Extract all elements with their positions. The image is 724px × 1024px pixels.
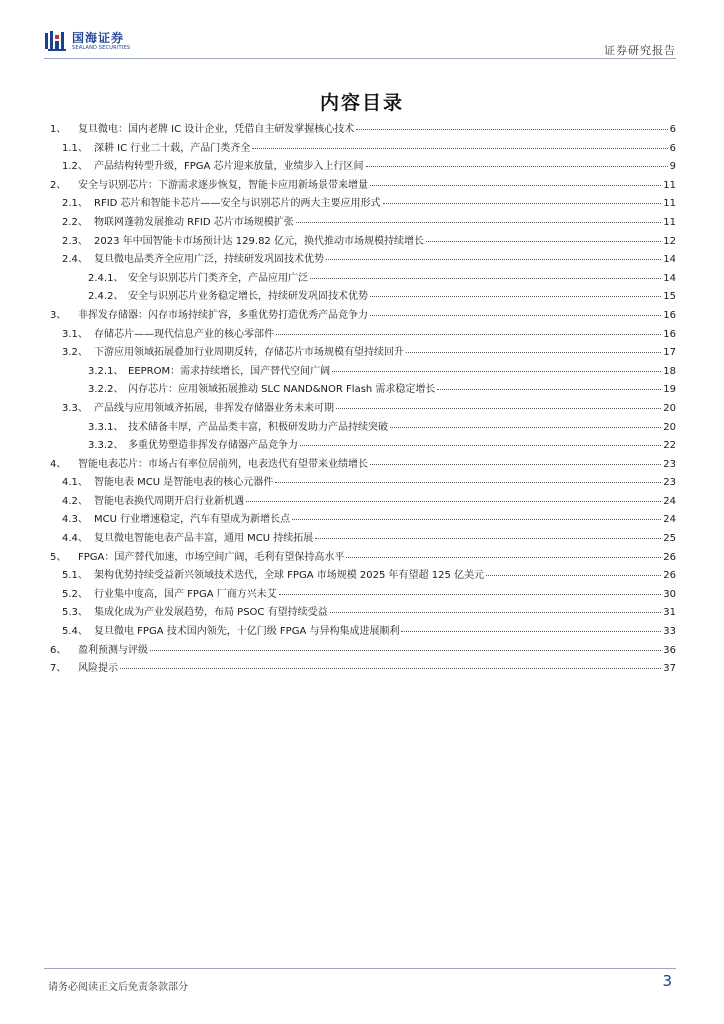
toc-entry-number: 3.2.1、 — [88, 365, 124, 377]
toc-leader-dots — [390, 427, 661, 428]
toc-entry-number: 2.2、 — [62, 216, 88, 228]
toc-entry-number: 1.1、 — [62, 142, 88, 154]
logo-name-en: SEALAND SECURITIES — [72, 44, 131, 51]
toc-entry-title: 架构优势持续受益新兴领域技术迭代，全球 FPGA 市场规模 2025 年有望超 125 亿美元 — [94, 570, 484, 582]
toc-entry[interactable] — [48, 176, 676, 195]
toc-leader-dots — [310, 278, 661, 279]
toc-entry-page: 11 — [663, 198, 676, 210]
toc-entry-page: 14 — [663, 272, 676, 284]
toc-entry-number: 5.4、 — [62, 626, 88, 638]
toc-entry[interactable] — [48, 139, 676, 158]
toc-entry-title: 复旦微电品类齐全应用广泛，持续研发巩固技术优势 — [94, 254, 324, 266]
toc-entry[interactable] — [48, 622, 676, 641]
toc-entry-page: 14 — [663, 254, 676, 266]
toc-leader-dots — [275, 482, 661, 483]
toc-entry-title: FPGA：国产替代加速，市场空间广阔，毛利有望保持高水平 — [78, 551, 345, 563]
toc-entry-page: 16 — [663, 328, 676, 340]
toc-entry-number: 3.2、 — [62, 347, 88, 359]
toc-leader-dots — [336, 408, 661, 409]
toc-entry-number: 4、 — [50, 458, 67, 470]
toc-entry-title: EEPROM：需求持续增长，国产替代空间广阔 — [128, 365, 331, 377]
logo-mark-icon — [44, 30, 68, 52]
toc-leader-dots — [370, 296, 661, 297]
page-header — [44, 28, 676, 60]
toc-entry-title: 智能电表芯片：市场占有率位居前列，电表迭代有望带来业绩增长 — [78, 458, 368, 470]
toc-entry[interactable] — [48, 269, 676, 288]
toc-entry-title: 产品线与应用领域齐拓展，非挥发存储器业务未来可期 — [94, 402, 334, 414]
toc-leader-dots — [292, 519, 661, 520]
toc-entry-number: 1.2、 — [62, 161, 88, 173]
toc-entry-number: 2.3、 — [62, 235, 88, 247]
toc-entry[interactable] — [48, 659, 676, 678]
toc-entry-title: 闪存芯片：应用领域拓展推动 SLC NAND&NOR Flash 需求稳定增长 — [128, 384, 436, 396]
toc-entry[interactable] — [48, 436, 676, 455]
toc-leader-dots — [252, 148, 667, 149]
toc-entry-page: 6 — [669, 142, 676, 154]
toc-leader-dots — [370, 185, 661, 186]
toc-leader-dots — [150, 650, 661, 651]
toc-entry[interactable] — [48, 585, 676, 604]
toc-entry-title: 复旦微电智能电表产品丰富，通用 MCU 持续拓展 — [94, 533, 314, 545]
toc-entry-title: 安全与识别芯片门类齐全，产品应用广泛 — [128, 272, 308, 284]
toc-entry-number: 4.3、 — [62, 514, 88, 526]
toc-entry-title: 产品结构转型升级，FPGA 芯片迎来放量，业绩步入上行区间 — [94, 161, 364, 173]
toc-entry[interactable] — [48, 325, 676, 344]
page-title: 内容目录 — [319, 92, 404, 114]
toc-entry-page: 25 — [663, 533, 676, 545]
footer-divider — [44, 968, 676, 969]
toc-entry-number: 5.1、 — [62, 570, 88, 582]
toc-entry-title: 盈利预测与评级 — [78, 644, 148, 656]
toc-entry-title: 非挥发存储器：闪存市场持续扩容，多重优势打造优秀产品竞争力 — [78, 309, 368, 321]
toc-entry[interactable] — [48, 510, 676, 529]
toc-entry-number: 2.4、 — [62, 254, 88, 266]
toc-entry-title: 安全与识别芯片业务稳定增长，持续研发巩固技术优势 — [128, 291, 368, 303]
toc-entry-number: 4.1、 — [62, 477, 88, 489]
toc-leader-dots — [276, 334, 661, 335]
toc-entry-title: RFID 芯片和智能卡芯片——安全与识别芯片的两大主要应用形式 — [94, 198, 381, 210]
toc-entry-title: MCU 行业增速稳定，汽车有望成为新增长点 — [94, 514, 291, 526]
toc-entry-number: 3、 — [50, 309, 67, 321]
toc-entry-number: 5.2、 — [62, 588, 88, 600]
toc-entry[interactable] — [48, 362, 676, 381]
toc-entry[interactable] — [48, 157, 676, 176]
toc-entry-page: 26 — [663, 551, 676, 563]
toc-entry-number: 4.4、 — [62, 533, 88, 545]
toc-entry-title: 复旦微电 FPGA 技术国内领先，十亿门级 FPGA 与异构集成进展顺利 — [94, 626, 400, 638]
toc-entry[interactable] — [48, 306, 676, 325]
toc-entry[interactable] — [48, 455, 676, 474]
toc-entry-number: 2.4.1、 — [88, 272, 124, 284]
report-type-label: 证券研究报告 — [604, 44, 676, 57]
footer-page-number: 3 — [662, 972, 672, 990]
toc-entry[interactable] — [48, 120, 676, 139]
toc-entry-number: 7、 — [50, 663, 67, 675]
toc-leader-dots — [330, 612, 662, 613]
toc-entry-number: 5、 — [50, 551, 67, 563]
toc-entry-number: 4.2、 — [62, 495, 88, 507]
toc-entry-page: 30 — [663, 588, 676, 600]
toc-entry-page: 19 — [663, 384, 676, 396]
toc-entry[interactable] — [48, 492, 676, 511]
toc-entry-page: 24 — [663, 514, 676, 526]
toc-entry-number: 2.1、 — [62, 198, 88, 210]
toc-leader-dots — [315, 538, 661, 539]
toc-entry-page: 17 — [663, 347, 676, 359]
toc-entry[interactable] — [48, 380, 676, 399]
toc-leader-dots — [370, 315, 661, 316]
toc-entry[interactable] — [48, 232, 676, 251]
toc-leader-dots — [486, 575, 661, 576]
logo-name-cn: 国海证券 — [72, 30, 125, 45]
toc-entry-page: 15 — [663, 291, 676, 303]
toc-entry[interactable] — [48, 548, 676, 567]
toc-entry-title: 复旦微电：国内老牌 IC 设计企业，凭借自主研发掌握核心技术 — [78, 124, 355, 135]
company-logo — [44, 30, 130, 52]
toc-leader-dots — [426, 241, 661, 242]
table-of-contents — [48, 120, 676, 678]
toc-entry-title: 智能电表换代周期开启行业新机遇 — [94, 495, 244, 507]
toc-leader-dots — [406, 352, 661, 353]
toc-entry-page: 37 — [663, 663, 676, 675]
toc-entry[interactable] — [48, 250, 676, 269]
toc-leader-dots — [366, 166, 668, 167]
toc-entry[interactable] — [48, 473, 676, 492]
toc-leader-dots — [356, 129, 667, 130]
toc-entry-number: 3.2.2、 — [88, 384, 124, 396]
toc-entry-title: 安全与识别芯片：下游需求逐步恢复，智能卡应用新场景带来增量 — [78, 179, 368, 191]
toc-entry[interactable] — [48, 399, 676, 418]
toc-entry-page: 36 — [663, 644, 676, 656]
toc-entry-number: 3.3.1、 — [88, 421, 124, 433]
toc-leader-dots — [370, 464, 661, 465]
toc-entry-page: 20 — [663, 421, 676, 433]
toc-leader-dots — [120, 668, 661, 669]
toc-entry[interactable] — [48, 603, 676, 622]
toc-entry-number: 2.4.2、 — [88, 291, 124, 303]
toc-entry[interactable] — [48, 213, 676, 232]
toc-entry-page: 31 — [663, 607, 676, 619]
toc-entry-title: 2023 年中国智能卡市场预计达 129.82 亿元，换代推动市场规模持续增长 — [94, 235, 424, 247]
toc-leader-dots — [346, 557, 661, 558]
toc-entry-title: 物联网蓬勃发展推动 RFID 芯片市场规模扩张 — [94, 216, 294, 228]
toc-entry-page: 18 — [663, 365, 676, 377]
toc-entry-page: 9 — [669, 161, 676, 173]
toc-entry-number: 5.3、 — [62, 607, 88, 619]
toc-entry-number: 2、 — [50, 179, 67, 191]
toc-leader-dots — [246, 501, 661, 502]
toc-entry-page: 23 — [663, 458, 676, 470]
toc-entry-page: 26 — [663, 570, 676, 582]
toc-entry[interactable] — [48, 343, 676, 362]
toc-entry-number: 3.3.2、 — [88, 440, 124, 452]
toc-entry-number: 1、 — [50, 124, 67, 135]
toc-leader-dots — [326, 259, 661, 260]
toc-leader-dots — [279, 594, 662, 595]
toc-entry-title: 智能电表 MCU 是智能电表的核心元器件 — [94, 477, 274, 489]
toc-entry-page: 20 — [663, 402, 676, 414]
toc-entry-page: 23 — [663, 477, 676, 489]
toc-leader-dots — [296, 222, 662, 223]
toc-leader-dots — [437, 389, 661, 390]
footer-disclaimer: 请务必阅读正文后免责条款部分 — [48, 982, 188, 993]
toc-entry[interactable] — [48, 418, 676, 437]
toc-entry-page: 6 — [669, 124, 676, 135]
toc-leader-dots — [332, 371, 661, 372]
toc-entry-page: 12 — [663, 235, 676, 247]
toc-entry-page: 24 — [663, 495, 676, 507]
toc-entry[interactable] — [48, 194, 676, 213]
toc-entry-title: 技术储备丰厚，产品品类丰富，积极研发助力产品持续突破 — [128, 421, 388, 433]
toc-entry[interactable] — [48, 529, 676, 548]
toc-entry-title: 多重优势塑造非挥发存储器产品竞争力 — [128, 440, 298, 452]
toc-entry-page: 16 — [663, 309, 676, 321]
toc-entry-page: 33 — [663, 626, 676, 638]
toc-leader-dots — [300, 445, 661, 446]
toc-entry-number: 3.1、 — [62, 328, 88, 340]
toc-entry-title: 集成化成为产业发展趋势，布局 PSOC 有望持续受益 — [94, 607, 328, 619]
toc-entry-title: 行业集中度高，国产 FPGA 厂商方兴未艾 — [94, 588, 277, 600]
toc-leader-dots — [383, 203, 662, 204]
toc-entry[interactable] — [48, 287, 676, 306]
toc-entry-title: 深耕 IC 行业二十载，产品门类齐全 — [94, 142, 251, 154]
toc-leader-dots — [401, 631, 661, 632]
toc-entry-title: 存储芯片——现代信息产业的核心零部件 — [94, 328, 274, 340]
toc-entry[interactable] — [48, 566, 676, 585]
toc-entry-number: 6、 — [50, 644, 67, 656]
header-divider — [44, 58, 676, 59]
toc-entry-page: 11 — [663, 216, 676, 228]
toc-entry-page: 11 — [663, 179, 676, 191]
toc-entry-title: 风险提示 — [78, 663, 118, 675]
toc-entry-number: 3.3、 — [62, 402, 88, 414]
toc-entry-page: 22 — [663, 440, 676, 452]
toc-entry-title: 下游应用领域拓展叠加行业周期反转，存储芯片市场规模有望持续回升 — [94, 347, 404, 359]
toc-entry[interactable] — [48, 641, 676, 660]
